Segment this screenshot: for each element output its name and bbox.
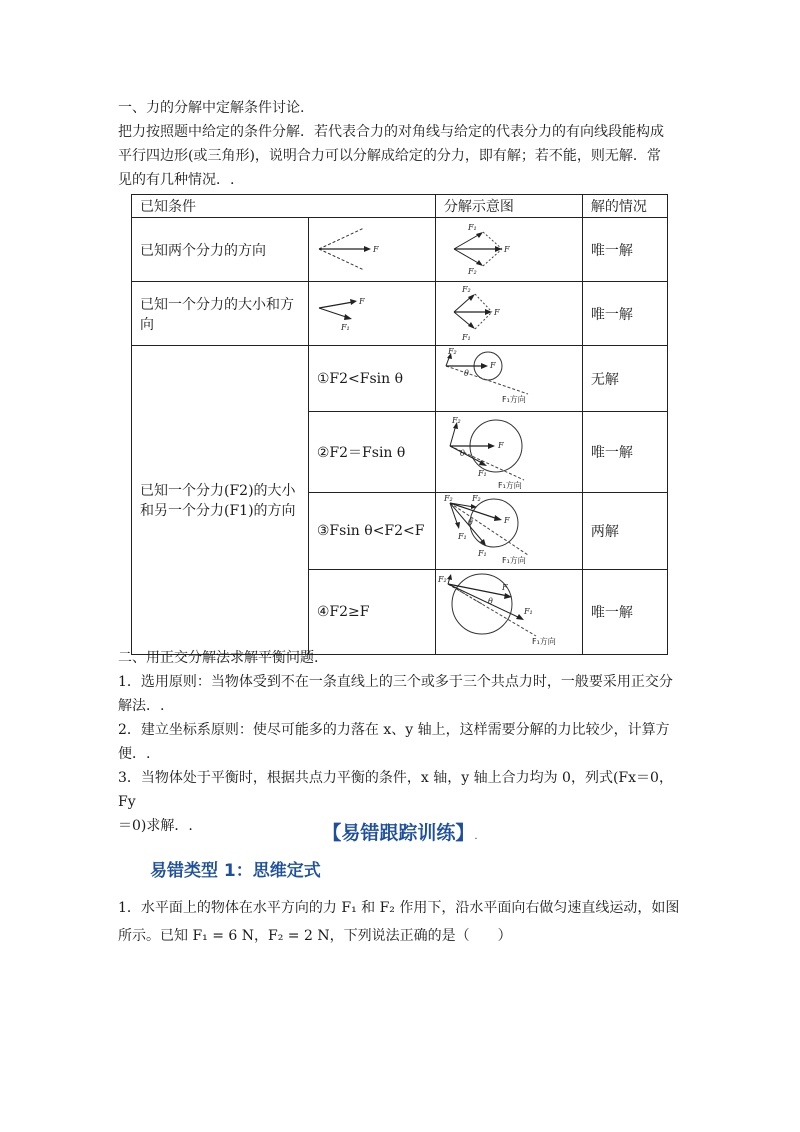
direction-label-f1: F₁方向 <box>531 637 556 646</box>
diagram-cell <box>435 346 582 412</box>
condition-cell: 已知一个分力的大小和方向 <box>132 282 309 346</box>
table-row <box>132 218 668 282</box>
training-title-text: 【易错跟踪训练】 <box>322 822 475 844</box>
given-figure-cell <box>308 218 435 282</box>
no-solution-diagram <box>436 346 582 411</box>
case-cell: ①F2<Fsin θ <box>308 346 435 412</box>
force-label-f1: F₁ <box>467 223 477 232</box>
diagram-cell <box>435 570 582 655</box>
diagram-cell <box>435 282 582 346</box>
angle-label-theta: θ <box>467 518 473 527</box>
question-line: 1．水平面上的物体在水平方向的力 F₁ 和 F₂ 作用下，沿水平面向右做匀速直线运动，如图 <box>118 900 680 916</box>
section2-item-line: 2．建立坐标系原则：使尽可能多的力落在 x、y 轴上，这样需要分解的力比较少，计算方 <box>118 722 670 738</box>
angle-label-theta: θ <box>487 597 493 606</box>
unique-large-f2-diagram <box>436 570 582 654</box>
section1-intro-line: 平行四边形(或三角形)，说明合力可以分解成给定的分力，即有解；若不能，则无解．常 <box>118 148 661 164</box>
case-cell: ③Fsin θ<F2<F <box>308 493 435 570</box>
header-condition: 已知条件 <box>132 195 436 218</box>
header-result: 解的情况 <box>582 195 667 218</box>
one-force-diagram <box>436 282 582 345</box>
decomposition-table <box>131 194 668 655</box>
diagram-cell <box>435 493 582 570</box>
force-label-f: F <box>501 583 508 592</box>
result-cell: 无解 <box>582 346 667 412</box>
table-header-row <box>132 195 668 218</box>
header-diagram: 分解示意图 <box>435 195 582 218</box>
force-label-f: F <box>497 441 504 450</box>
force-label-f1: F₁ <box>340 323 350 332</box>
unique-tangent-diagram <box>436 412 582 492</box>
training-title <box>0 818 800 845</box>
direction-label-f1: F₁方向 <box>497 481 522 490</box>
force-label-f2: F₂ <box>443 494 453 503</box>
force-label-f: F <box>358 297 365 306</box>
force-label-f: F <box>372 245 379 254</box>
table-row <box>132 346 668 412</box>
given-figure-cell <box>308 282 435 346</box>
force-label-f2: F₂ <box>447 347 457 356</box>
force-label-f2: F₂ <box>451 416 461 425</box>
result-cell: 唯一解 <box>582 218 667 282</box>
force-label-f2: F₂ <box>461 285 471 294</box>
force-label-f2: F₂ <box>471 494 481 503</box>
condition-cell: 已知两个分力的方向 <box>132 218 309 282</box>
force-label-f1: F₁ <box>523 607 533 616</box>
case-cell: ②F2＝Fsin θ <box>308 412 435 493</box>
force-label-f1: F₁ <box>477 469 487 478</box>
section1-heading: 一、力的分解中定解条件讨论. <box>118 100 305 116</box>
angle-label-theta: θ <box>459 449 465 458</box>
section2-item-line: 便．. <box>118 746 151 762</box>
section1-intro-line: 把力按照题中给定的条件分解．若代表合力的对角线与给定的代表分力的有向线段能构成 <box>118 124 664 140</box>
direction-label-f1: F₁方向 <box>501 395 526 404</box>
section2-item-line: ＝0)求解．. <box>118 818 193 834</box>
force-label-f1: F₁ <box>477 549 487 558</box>
case-cell: ④F2≥F <box>308 570 435 655</box>
section1-intro-line: 见的有几种情况．. <box>118 172 235 188</box>
force-label-f2: F₂ <box>467 267 477 276</box>
section1 <box>118 96 688 192</box>
diagram-cell <box>435 412 582 493</box>
section2-item-line: 1．选用原则：当物体受到不在一条直线上的三个或多于三个共点力时，一般要采用正交分 <box>118 674 673 690</box>
diagram-cell <box>435 218 582 282</box>
section2-item-line: 解法．. <box>118 698 165 714</box>
group-condition-cell: 已知一个分力(F2)的大小和另一个分力(F1)的方向 <box>132 346 309 655</box>
angle-label-theta: θ <box>463 369 469 378</box>
force-label-f2: F₂ <box>437 575 447 584</box>
force-label-f: F <box>503 516 510 525</box>
force-label-f1: F₁ <box>457 532 467 541</box>
force-label-f: F <box>489 361 496 370</box>
one-force-given-figure <box>309 282 435 345</box>
two-directions-diagram <box>436 218 582 281</box>
error-type-title: 易错类型 1：思维定式 <box>150 861 321 881</box>
force-label-f: F <box>493 308 500 317</box>
table-row <box>132 282 668 346</box>
result-cell: 唯一解 <box>582 570 667 655</box>
section2-item-line: 3．当物体处于平衡时，根据共点力平衡的条件，x 轴，y 轴上合力均为 0，列式(Fx＝0，Fy <box>118 770 673 810</box>
result-cell: 唯一解 <box>582 282 667 346</box>
two-directions-given-figure <box>309 218 435 281</box>
two-solutions-diagram <box>436 493 582 569</box>
question-line: 所示。已知 F₁ = 6 N，F₂ = 2 N，下列说法正确的是（ ） <box>118 928 512 944</box>
result-cell: 唯一解 <box>582 412 667 493</box>
section2 <box>118 646 688 838</box>
force-label-f1: F₁ <box>461 333 471 342</box>
training-title-suffix: . <box>474 831 478 842</box>
section2-heading: 二、用正交分解法求解平衡问题. <box>118 650 319 666</box>
question-1 <box>118 894 688 950</box>
force-label-f: F <box>503 245 510 254</box>
direction-label-f1: F₁方向 <box>501 556 526 565</box>
result-cell: 两解 <box>582 493 667 570</box>
